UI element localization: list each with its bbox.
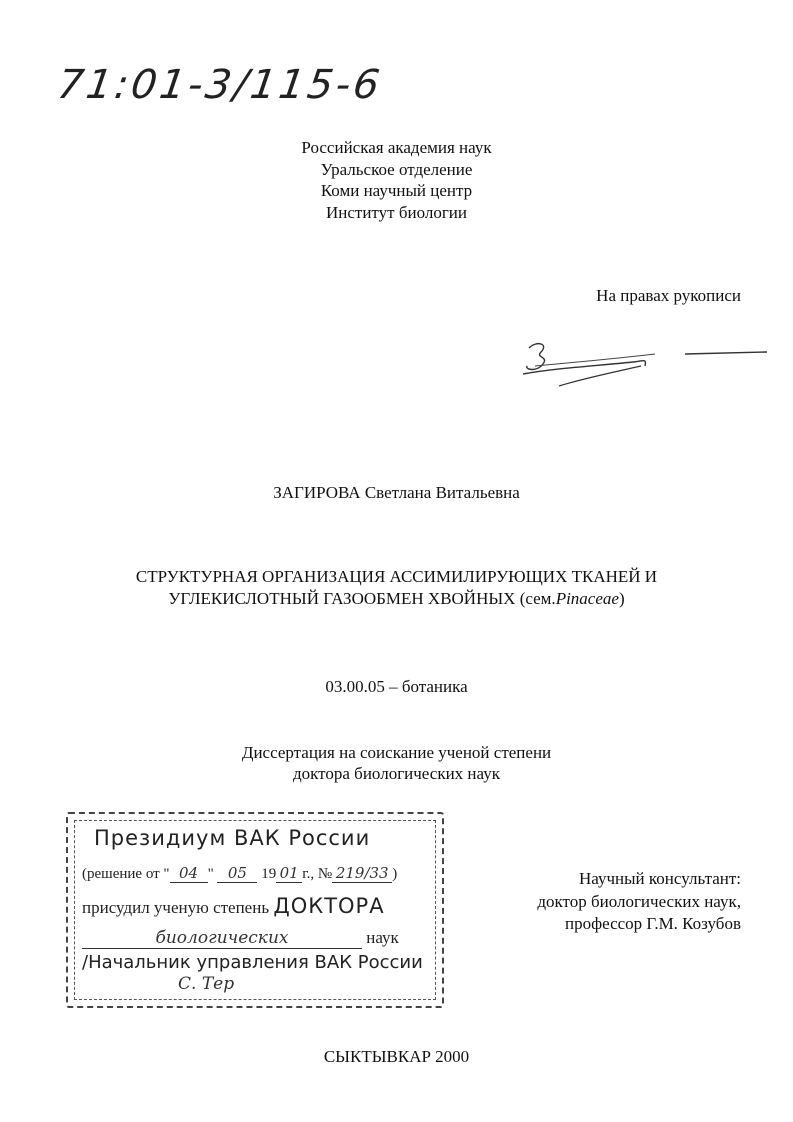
stamp-decision-prefix: (решение от " [82,866,170,882]
title-latin-family: Pinaceae [555,589,619,608]
stamp-degree-doctor: ДОКТОРА [273,894,385,918]
organization-block [0,137,793,223]
stamp-day: 04 [170,864,208,883]
city-year: СЫКТЫВКАР 2000 [323,1047,470,1066]
org-center: Коми научный центр [320,181,473,200]
consultant-label: Научный консультант: [579,869,741,888]
author-name: ЗАГИРОВА Светлана Витальевна [273,483,520,502]
stamp-decision-row [82,864,397,883]
stamp-head-title: /Начальник управления ВАК России [82,952,423,973]
degree-line-1: Диссертация на соискание ученой степени [241,743,552,762]
stamp-head-signature: С. Тер [178,974,235,994]
title-line-2-prefix: УГЛЕКИСЛОТНЫЙ ГАЗООБМЕН ХВОЙНЫХ (сем. [168,589,556,608]
handwritten-catalog-number: 71:01-3/115-6 [54,62,386,108]
stamp-field-suffix: наук [362,928,399,947]
vak-stamp [66,812,444,1008]
org-institute: Институт биологии [325,202,467,222]
degree-line-2: доктора биологических наук [293,764,500,783]
scientific-consultant [508,868,741,936]
stamp-field-handwritten: биологических [82,928,362,949]
stamp-title: Президиум ВАК России [94,826,371,850]
rights-note: На правах рукописи [596,286,741,305]
stamp-close: ) [392,866,398,882]
stamp-degree-row [82,894,385,918]
org-branch: Уральское отделение [320,159,473,179]
org-academy: Российская академия наук [301,138,492,157]
degree-block [0,742,793,784]
signature-image [515,330,775,400]
title-line-2-suffix: ) [618,589,625,608]
stamp-quote: " [207,866,214,882]
title-line-1: СТРУКТУРНАЯ ОРГАНИЗАЦИЯ АССИМИЛИРУЮЩИХ ТКАНЕЙ И [135,567,658,586]
stamp-field-row [82,928,399,949]
dissertation-title [0,566,793,610]
stamp-year: 01 [276,864,302,883]
consultant-name: профессор Г.М. Козубов [564,914,741,933]
stamp-year-suffix: г., № [302,866,333,882]
title-line-2 [0,588,793,610]
specialty-code: 03.00.05 – ботаника [325,677,468,696]
stamp-number: 219/33 [332,864,392,883]
stamp-degree-prefix: присудил ученую степень [82,898,274,917]
stamp-year-prefix: 19 [261,866,277,882]
stamp-month: 05 [217,864,257,883]
consultant-degree: доктор биологических наук, [537,891,741,911]
